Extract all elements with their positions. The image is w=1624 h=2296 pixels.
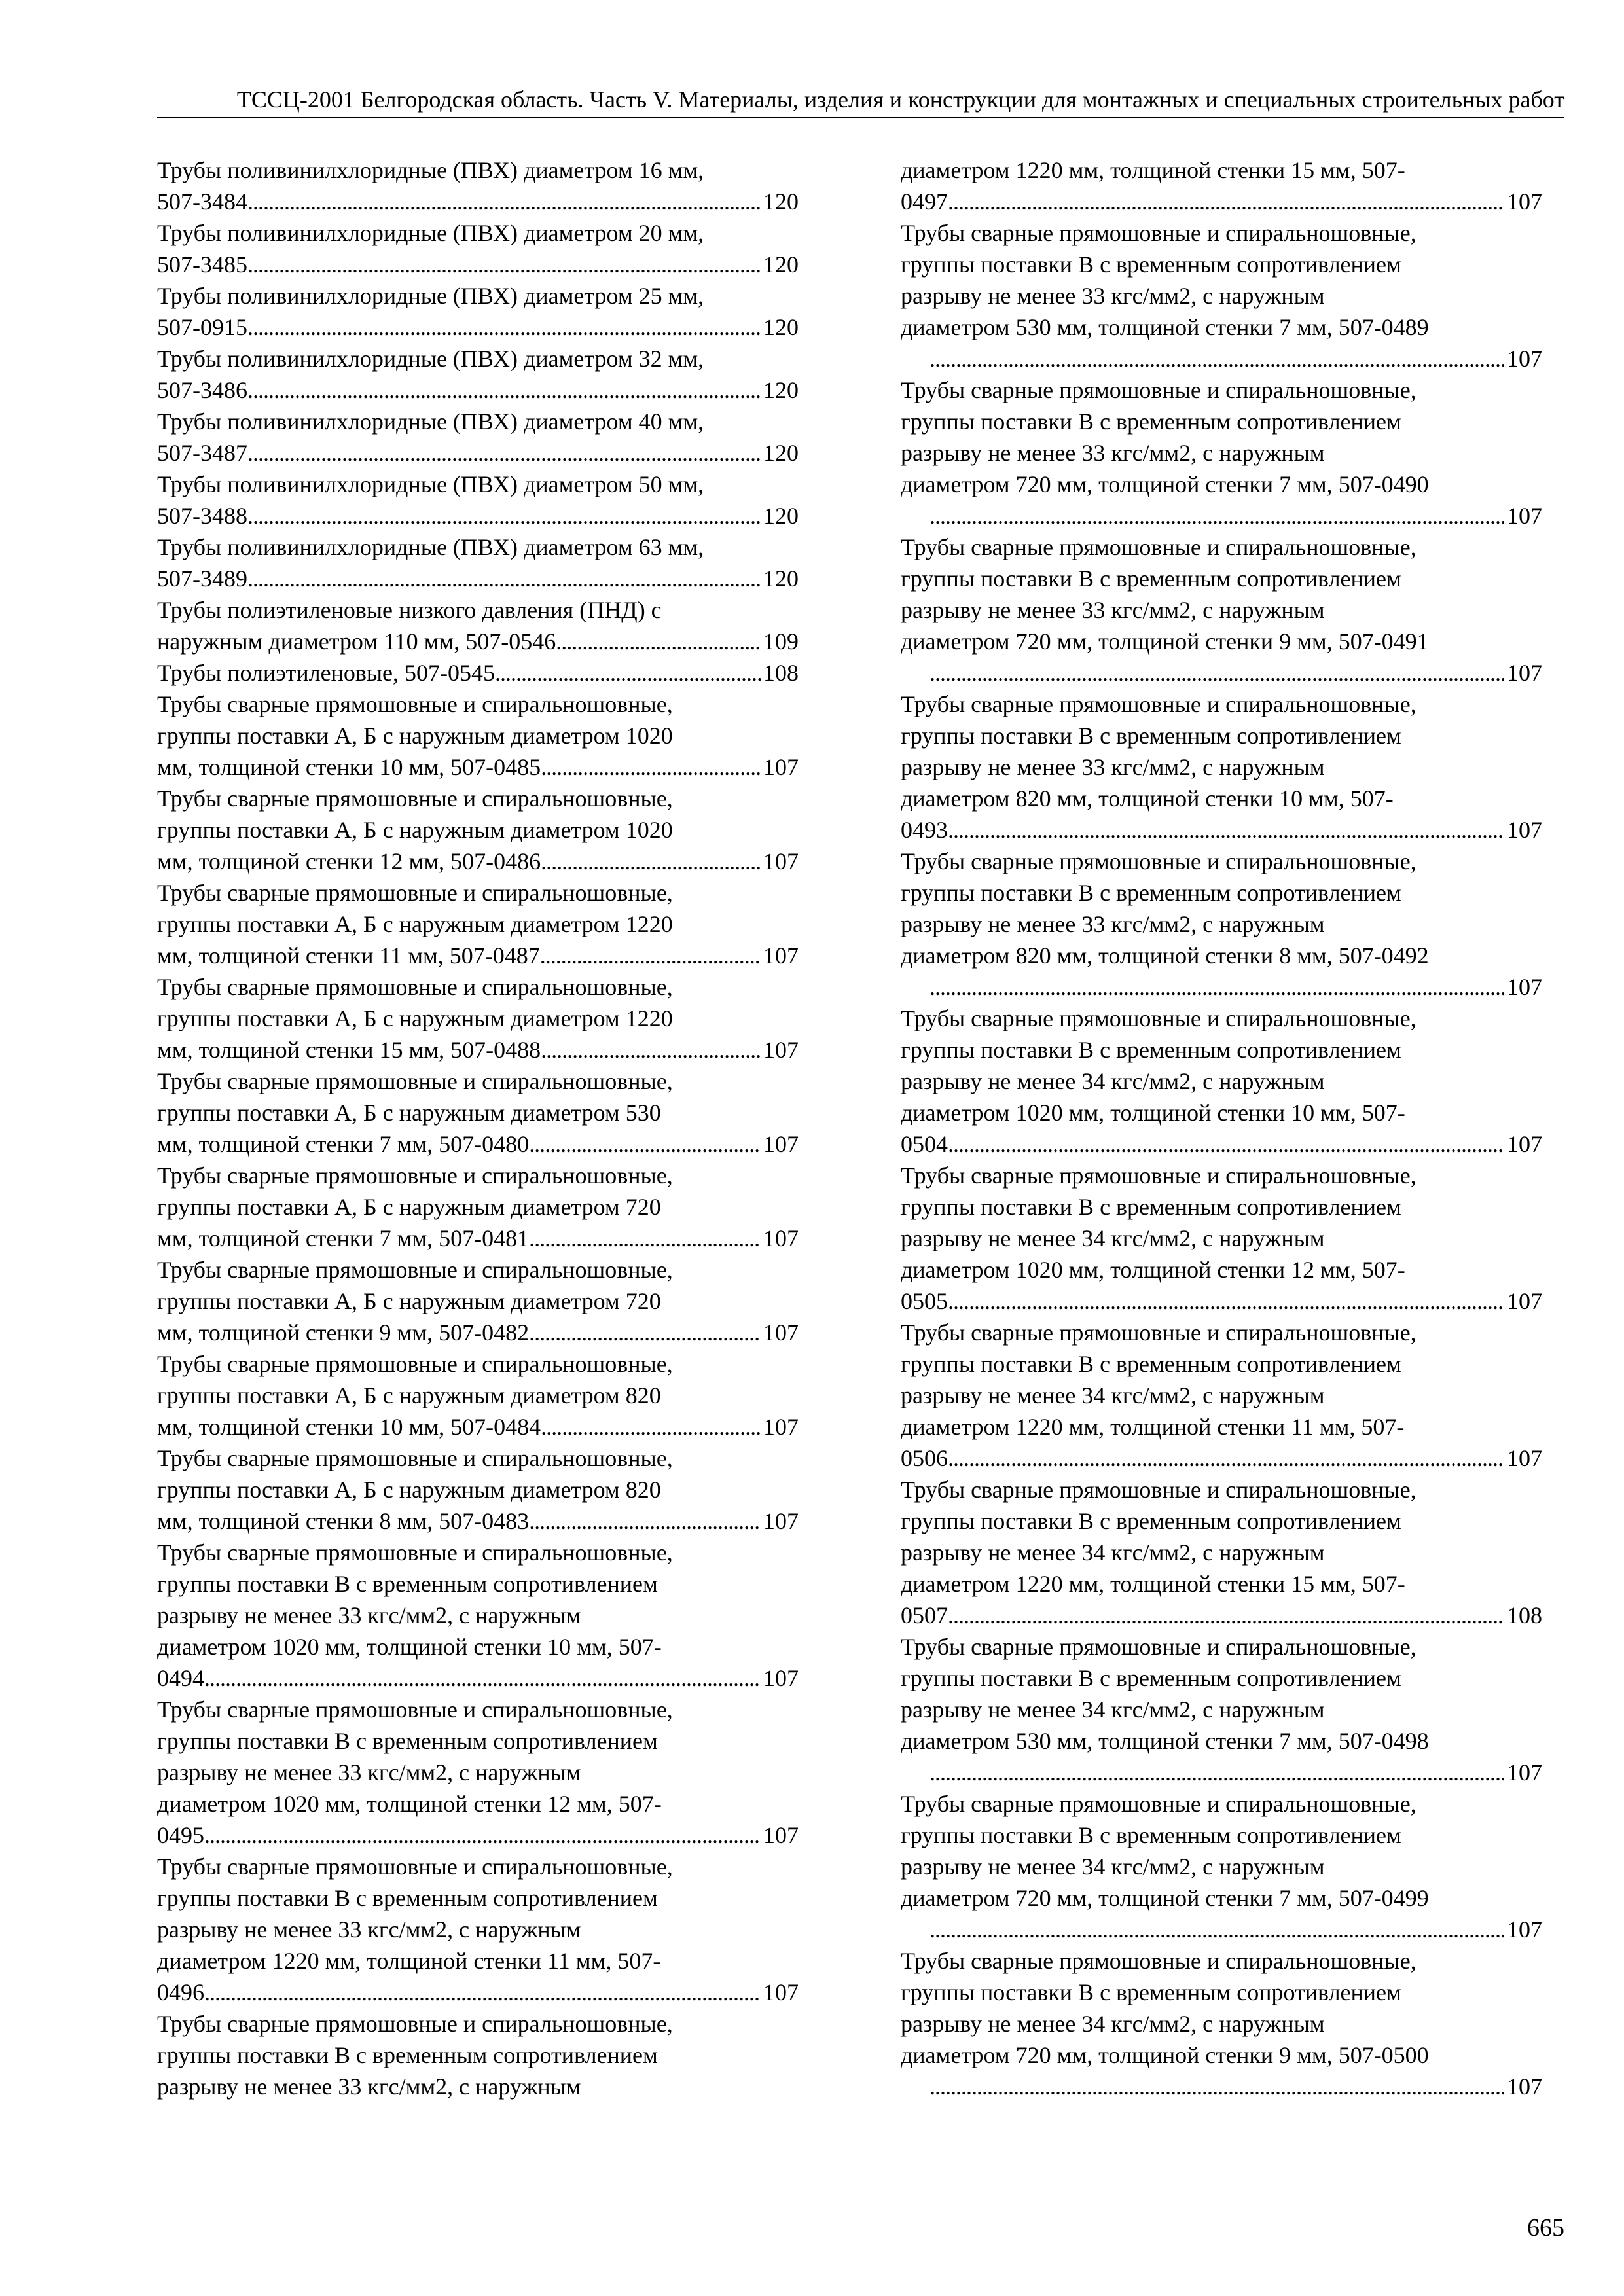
entry-text-line: Трубы сварные прямошовные и спиральношовные, — [157, 691, 673, 717]
entry-text-line: Трубы сварные прямошовные и спиральношовные, — [901, 220, 1416, 246]
entry-text-line: разрыву не менее 34 кгс/мм2, с наружным — [901, 1539, 1325, 1566]
entry-code: 0504 — [901, 1131, 948, 1157]
entry-page-number: 107 — [763, 848, 799, 874]
entry-text-line: Трубы поливинилхлоридные (ПВХ) диаметром 25 мм, — [157, 283, 704, 309]
entry-text-line: диаметром 1020 мм, толщиной стенки 12 мм, 507- — [157, 1791, 662, 1817]
dot-leader — [247, 563, 761, 594]
index-entry — [157, 594, 799, 657]
dot-leader — [529, 1505, 761, 1537]
entry-page-number: 107 — [763, 1319, 799, 1346]
page-header: ТССЦ-2001 Белгородская область. Часть V. Материалы, изделия и конструкции для монтажных и специальных строительных работ — [236, 86, 1564, 113]
entry-text-line: группы поставки В с временным сопротивлением — [901, 1351, 1401, 1377]
index-entry — [157, 1254, 799, 1348]
entry-page-number: 107 — [1507, 1445, 1542, 1471]
dot-leader — [541, 751, 761, 783]
dot-leader — [929, 1757, 1504, 1788]
entry-page-number: 120 — [763, 188, 799, 215]
entry-page-number: 107 — [763, 942, 799, 969]
entry-page-number: 107 — [1507, 660, 1542, 686]
header-rule — [157, 117, 1564, 118]
index-entry — [901, 374, 1542, 531]
dot-leader — [247, 437, 761, 469]
index-entry — [901, 217, 1542, 374]
entry-code: 507-3485 — [157, 251, 247, 278]
entry-code: диаметром 720 мм, толщиной стенки 9 мм, 507-0500 — [901, 2042, 1429, 2068]
entry-text-line: диаметром 1220 мм, толщиной стенки 11 мм, 507- — [901, 1414, 1405, 1440]
entry-text-line: группы поставки А, Б с наружным диаметром 1020 — [157, 817, 673, 843]
entry-page-number: 108 — [763, 660, 799, 686]
dot-leader — [929, 971, 1504, 1003]
dot-leader — [529, 1317, 761, 1348]
index-entry — [157, 343, 799, 406]
entry-page-number: 107 — [1507, 503, 1542, 529]
index-entry — [157, 217, 799, 280]
entry-text-line: Трубы поливинилхлоридные (ПВХ) диаметром 32 мм, — [157, 346, 704, 372]
entry-page-number: 120 — [763, 314, 799, 340]
dot-leader — [247, 500, 761, 531]
entry-page-number: 107 — [1507, 188, 1542, 215]
entry-text-line: Трубы сварные прямошовные и спиральношовные, — [157, 785, 673, 812]
entry-text-line: Трубы сварные прямошовные и спиральношовные, — [157, 1539, 673, 1566]
entry-code: мм, толщиной стенки 12 мм, 507-0486 — [157, 848, 541, 874]
entry-code: мм, толщиной стенки 11 мм, 507-0487 — [157, 942, 540, 969]
entry-text-line: разрыву не менее 33 кгс/мм2, с наружным — [157, 1916, 581, 1943]
entry-text-line: разрыву не менее 33 кгс/мм2, с наружным — [901, 754, 1325, 780]
entry-page-number: 120 — [763, 251, 799, 278]
entry-code: диаметром 720 мм, толщиной стенки 9 мм, 507-0491 — [901, 628, 1429, 655]
index-entry — [157, 971, 799, 1066]
entry-text-line: Трубы сварные прямошовные и спиральношовные, — [157, 1068, 673, 1094]
entry-text-line: группы поставки В с временным сопротивлением — [157, 1571, 658, 1597]
entry-page-number: 107 — [1507, 1131, 1542, 1157]
entry-text-line: группы поставки А, Б с наружным диаметром 1220 — [157, 1005, 673, 1031]
entry-code: диаметром 720 мм, толщиной стенки 7 мм, 507-0490 — [901, 471, 1429, 497]
entry-page-number: 107 — [1507, 346, 1542, 372]
entry-text-line: разрыву не менее 33 кгс/мм2, с наружным — [157, 2073, 581, 2100]
entry-text-line: группы поставки А, Б с наружным диаметром 720 — [157, 1194, 661, 1220]
entry-page-number: 120 — [763, 565, 799, 592]
entry-code: 0494 — [157, 1665, 204, 1691]
entry-text-line: Трубы сварные прямошовные и спиральношовные, — [901, 1005, 1416, 1031]
entry-text-line: группы поставки В с временным сопротивлением — [157, 2042, 658, 2068]
entry-text-line: Трубы сварные прямошовные и спиральношовные, — [157, 1257, 673, 1283]
entry-page-number: 107 — [763, 1037, 799, 1063]
entry-text-line: группы поставки В с временным сопротивлением — [901, 1822, 1401, 1848]
entry-code: диаметром 530 мм, толщиной стенки 7 мм, 507-0498 — [901, 1728, 1429, 1754]
index-entry — [157, 406, 799, 469]
entry-text-line: Трубы поливинилхлоридные (ПВХ) диаметром 16 мм, — [157, 157, 704, 183]
entry-page-number: 120 — [763, 503, 799, 529]
dot-leader — [948, 1443, 1504, 1474]
entry-text-line: Трубы сварные прямошовные и спиральношовные, — [157, 1162, 673, 1189]
entry-text-line: Трубы сварные прямошовные и спиральношовные, — [157, 1854, 673, 1880]
dot-leader — [929, 2071, 1504, 2102]
index-entry — [901, 846, 1542, 1003]
entry-page-number: 107 — [763, 1225, 799, 1251]
entry-text-line: Трубы сварные прямошовные и спиральношовные, — [157, 974, 673, 1000]
entry-text-line: группы поставки В с временным сопротивлением — [901, 880, 1401, 906]
entry-text-line: группы поставки А, Б с наружным диаметром 720 — [157, 1288, 661, 1314]
entry-text-line: разрыву не менее 34 кгс/мм2, с наружным — [901, 1382, 1325, 1408]
entry-page-number: 120 — [763, 377, 799, 403]
dot-leader — [529, 1223, 761, 1254]
dot-leader — [540, 940, 761, 971]
entry-text-line: группы поставки В с временным сопротивлением — [901, 1194, 1401, 1220]
entry-page-number: 107 — [763, 1979, 799, 2005]
entry-code: 0505 — [901, 1288, 948, 1314]
entry-code: диаметром 820 мм, толщиной стенки 8 мм, 507-0492 — [901, 942, 1429, 969]
entry-text-line: разрыву не менее 33 кгс/мм2, с наружным — [157, 1759, 581, 1785]
entry-text-line: группы поставки В с временным сопротивлением — [901, 1037, 1401, 1063]
entry-code: мм, толщиной стенки 8 мм, 507-0483 — [157, 1508, 530, 1534]
entry-code: мм, толщиной стенки 7 мм, 507-0480 — [157, 1131, 530, 1157]
entry-text-line: группы поставки В с временным сопротивлением — [901, 723, 1401, 749]
index-entry — [901, 689, 1542, 846]
entry-code: 0506 — [901, 1445, 948, 1471]
entry-text-line: диаметром 820 мм, толщиной стенки 10 мм, 507- — [901, 785, 1394, 812]
index-entry — [157, 689, 799, 783]
entry-text-line: Трубы сварные прямошовные и спиральношовные, — [157, 1351, 673, 1377]
entry-text-line: разрыву не менее 33 кгс/мм2, с наружным — [901, 597, 1325, 623]
entry-text-line: группы поставки В с временным сопротивлением — [901, 1665, 1401, 1691]
entry-code: 0507 — [901, 1602, 948, 1628]
index-entry — [901, 1003, 1542, 1160]
entry-code: 0493 — [901, 817, 948, 843]
entry-text-line: группы поставки А, Б с наружным диаметром 530 — [157, 1100, 661, 1126]
entry-code: 507-0915 — [157, 314, 247, 340]
dot-leader — [204, 1662, 761, 1694]
index-entry — [901, 1788, 1542, 1945]
dot-leader — [204, 1977, 761, 2008]
entry-text-line: группы поставки В с временным сопротивлением — [157, 1885, 658, 1911]
entry-text-line: группы поставки В с временным сопротивлением — [157, 1728, 658, 1754]
entry-page-number: 107 — [763, 1414, 799, 1440]
entry-page-number: 107 — [763, 1665, 799, 1691]
entry-text-line: разрыву не менее 34 кгс/мм2, с наружным — [901, 1225, 1325, 1251]
entry-code: диаметром 720 мм, толщиной стенки 7 мм, 507-0499 — [901, 1885, 1429, 1911]
dot-leader — [948, 814, 1504, 846]
entry-text-line: группы поставки В с временным сопротивлением — [901, 251, 1401, 278]
entry-page-number: 120 — [763, 440, 799, 466]
index-entry — [157, 531, 799, 594]
entry-code: 507-3484 — [157, 188, 247, 215]
entry-code: 507-3487 — [157, 440, 247, 466]
dot-leader — [948, 1285, 1504, 1317]
entry-page-number: 107 — [763, 1131, 799, 1157]
entry-page-number: 108 — [1507, 1602, 1542, 1628]
entry-code: наружным диаметром 110 мм, 507-0546 — [157, 628, 556, 655]
entry-text-line: Трубы сварные прямошовные и спиральношовные, — [901, 534, 1416, 560]
entry-text-line: разрыву не менее 33 кгс/мм2, с наружным — [901, 911, 1325, 937]
entry-text-line: Трубы сварные прямошовные и спиральношовные, — [157, 1445, 673, 1471]
entry-text-line: разрыву не менее 33 кгс/мм2, с наружным — [901, 283, 1325, 309]
entry-text-line: группы поставки В с временным сопротивлением — [901, 1508, 1401, 1534]
entry-text-line: Трубы сварные прямошовные и спиральношовные, — [157, 2011, 673, 2037]
index-entry — [901, 1160, 1542, 1317]
index-entry — [157, 1694, 799, 1851]
dot-leader — [929, 1914, 1504, 1945]
entry-page-number: 107 — [1507, 1288, 1542, 1314]
entry-text-line: Трубы поливинилхлоридные (ПВХ) диаметром 50 мм, — [157, 471, 704, 497]
entry-text-line: группы поставки В с временным сопротивлением — [901, 1979, 1401, 2005]
index-entry — [157, 1443, 799, 1537]
index-entry — [901, 1631, 1542, 1788]
entry-text-line: разрыву не менее 33 кгс/мм2, с наружным — [901, 440, 1325, 466]
entry-text-line: диаметром 1220 мм, толщиной стенки 15 мм, 507- — [901, 157, 1405, 183]
entry-code: 0497 — [901, 188, 948, 215]
entry-code: 507-3488 — [157, 503, 247, 529]
entry-text-line: Трубы сварные прямошовные и спиральношовные, — [157, 880, 673, 906]
entry-code: мм, толщиной стенки 9 мм, 507-0482 — [157, 1319, 530, 1346]
entry-page-number: 107 — [763, 1508, 799, 1534]
index-entry — [157, 783, 799, 877]
entry-text-line: разрыву не менее 33 кгс/мм2, с наружным — [157, 1602, 581, 1628]
entry-code: мм, толщиной стенки 10 мм, 507-0485 — [157, 754, 541, 780]
page-number: 665 — [1527, 2214, 1564, 2242]
index-entry — [157, 280, 799, 343]
entry-text-line: группы поставки В с временным сопротивлением — [901, 565, 1401, 592]
dot-leader — [247, 249, 761, 280]
entry-code: 0495 — [157, 1822, 204, 1848]
entry-text-line: Трубы сварные прямошовные и спиральношовные, — [901, 377, 1416, 403]
index-entry — [157, 1537, 799, 1694]
entry-page-number: 107 — [1507, 1759, 1542, 1785]
entry-text-line: Трубы поливинилхлоридные (ПВХ) диаметром 40 мм, — [157, 408, 704, 435]
entry-text-line: Трубы полиэтиленовые низкого давления (ПНД) с — [157, 597, 662, 623]
index-entry — [157, 1348, 799, 1443]
dot-leader — [929, 343, 1504, 374]
dot-leader — [247, 374, 761, 406]
entry-text-line: разрыву не менее 34 кгс/мм2, с наружным — [901, 2011, 1325, 2037]
entry-page-number: 107 — [1507, 2073, 1542, 2100]
entry-text-line: группы поставки А, Б с наружным диаметром 1020 — [157, 723, 673, 749]
dot-leader — [529, 1128, 761, 1160]
entry-text-line: группы поставки А, Б с наружным диаметром 820 — [157, 1382, 661, 1408]
entry-code: 507-3486 — [157, 377, 247, 403]
dot-leader — [541, 1034, 761, 1066]
entry-text-line: группы поставки А, Б с наружным диаметром 1220 — [157, 911, 673, 937]
entry-page-number: 107 — [1507, 974, 1542, 1000]
dot-leader — [929, 657, 1504, 689]
index-entry — [157, 2008, 799, 2102]
entry-text-line: разрыву не менее 34 кгс/мм2, с наружным — [901, 1696, 1325, 1723]
index-entry — [157, 469, 799, 531]
entry-page-number: 109 — [763, 628, 799, 655]
dot-leader — [948, 1128, 1504, 1160]
index-entry — [901, 1945, 1542, 2102]
dot-leader — [948, 186, 1504, 217]
entry-text-line: диаметром 1020 мм, толщиной стенки 10 мм, 507- — [157, 1634, 662, 1660]
index-entry — [157, 877, 799, 971]
entry-code: Трубы полиэтиленовые, 507-0545 — [157, 660, 496, 686]
index-entry — [157, 1160, 799, 1254]
index-entry — [901, 531, 1542, 689]
entry-code: мм, толщиной стенки 10 мм, 507-0484 — [157, 1414, 541, 1440]
index-entry — [157, 1851, 799, 2008]
index-entry — [157, 1066, 799, 1160]
entry-text-line: Трубы сварные прямошовные и спиральношовные, — [901, 1948, 1416, 1974]
entry-text-line: Трубы сварные прямошовные и спиральношовные, — [901, 1791, 1416, 1817]
entry-text-line: группы поставки А, Б с наружным диаметром 820 — [157, 1477, 661, 1503]
entry-text-line: диаметром 1220 мм, толщиной стенки 15 мм, 507- — [901, 1571, 1405, 1597]
dot-leader — [929, 500, 1504, 531]
index-entry — [901, 1317, 1542, 1474]
index-entry — [157, 657, 799, 689]
entry-page-number: 107 — [1507, 817, 1542, 843]
entry-code: 0496 — [157, 1979, 204, 2005]
entry-text-line: диаметром 1020 мм, толщиной стенки 12 мм, 507- — [901, 1257, 1405, 1283]
entry-text-line: Трубы поливинилхлоридные (ПВХ) диаметром 63 мм, — [157, 534, 704, 560]
index-entry — [157, 154, 799, 217]
index-entry — [901, 1474, 1542, 1631]
entry-text-line: Трубы сварные прямошовные и спиральношовные, — [901, 691, 1416, 717]
index-column-left — [157, 154, 799, 2102]
entry-text-line: диаметром 1220 мм, толщиной стенки 11 мм, 507- — [157, 1948, 661, 1974]
entry-code: мм, толщиной стенки 15 мм, 507-0488 — [157, 1037, 541, 1063]
entry-page-number: 107 — [763, 1822, 799, 1848]
dot-leader — [247, 312, 761, 343]
entry-text-line: группы поставки В с временным сопротивлением — [901, 408, 1401, 435]
dot-leader — [556, 626, 761, 657]
entry-text-line: Трубы сварные прямошовные и спиральношовные, — [901, 1634, 1416, 1660]
entry-text-line: Трубы поливинилхлоридные (ПВХ) диаметром 20 мм, — [157, 220, 704, 246]
dot-leader — [495, 657, 761, 689]
entry-text-line: Трубы сварные прямошовные и спиральношовные, — [901, 848, 1416, 874]
entry-code: диаметром 530 мм, толщиной стенки 7 мм, 507-0489 — [901, 314, 1429, 340]
dot-leader — [948, 1600, 1504, 1631]
entry-text-line: разрыву не менее 34 кгс/мм2, с наружным — [901, 1068, 1325, 1094]
entry-text-line: Трубы сварные прямошовные и спиральношовные, — [901, 1477, 1416, 1503]
entry-code: 507-3489 — [157, 565, 247, 592]
entry-text-line: Трубы сварные прямошовные и спиральношовные, — [901, 1162, 1416, 1189]
entry-code: мм, толщиной стенки 7 мм, 507-0481 — [157, 1225, 530, 1251]
dot-leader — [247, 186, 761, 217]
entry-text-line: Трубы сварные прямошовные и спиральношовные, — [901, 1319, 1416, 1346]
index-entry — [901, 154, 1542, 217]
entry-text-line: диаметром 1020 мм, толщиной стенки 10 мм, 507- — [901, 1100, 1405, 1126]
dot-leader — [541, 1411, 761, 1443]
index-column-right — [901, 154, 1542, 2102]
entry-page-number: 107 — [1507, 1916, 1542, 1943]
dot-leader — [541, 846, 761, 877]
dot-leader — [204, 1820, 761, 1851]
entry-text-line: разрыву не менее 34 кгс/мм2, с наружным — [901, 1854, 1325, 1880]
entry-page-number: 107 — [763, 754, 799, 780]
entry-text-line: Трубы сварные прямошовные и спиральношовные, — [157, 1696, 673, 1723]
